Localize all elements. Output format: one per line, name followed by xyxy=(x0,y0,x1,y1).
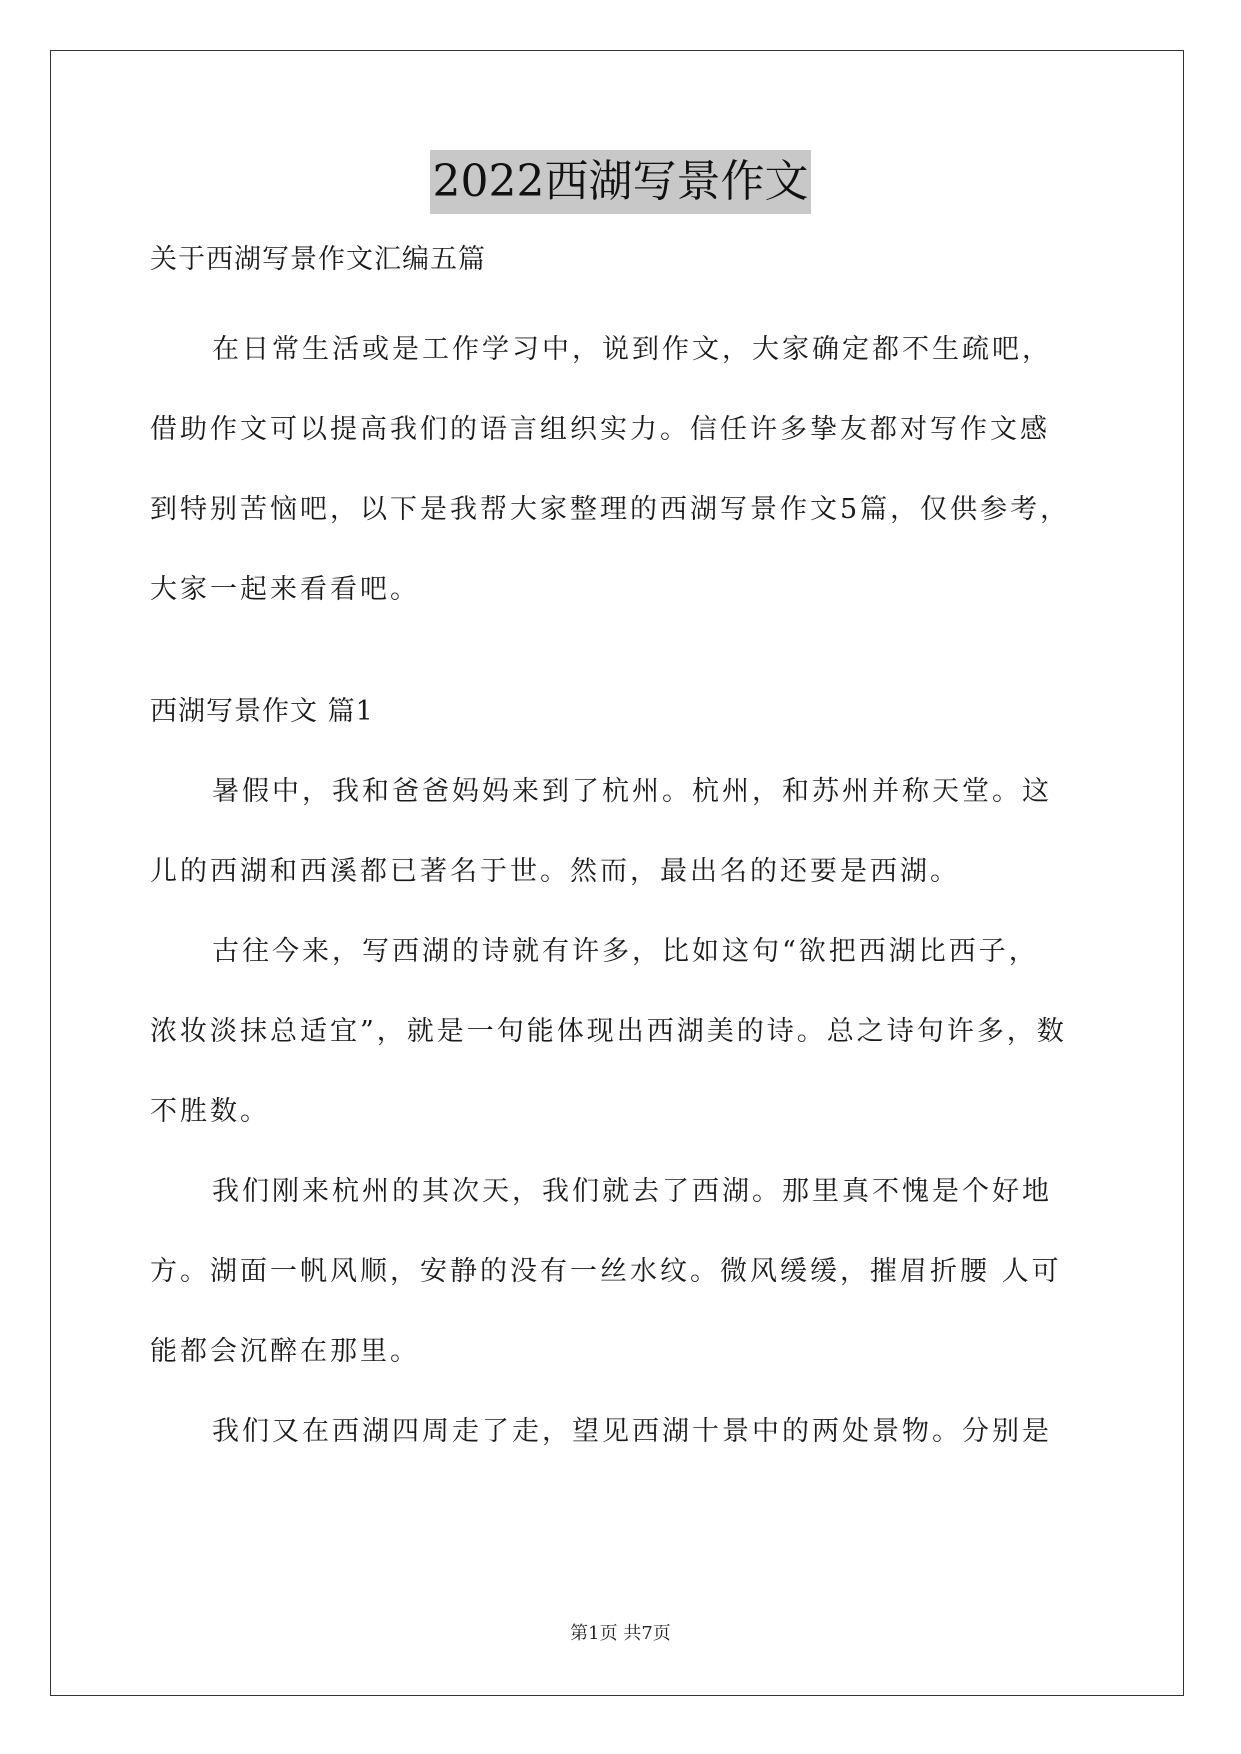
paragraph-line: 暑假中，我和爸爸妈妈来到了杭州。杭州，和苏州并称天堂。这 xyxy=(212,776,1052,807)
paragraph-line: 浓妆淡抹总适宜”，就是一句能体现出西湖美的诗。总之诗句许多，数 xyxy=(150,1016,1067,1047)
paragraph-line: 方。湖面一帆风顺，安静的没有一丝水纹。微风缓缓，摧眉折腰 人可 xyxy=(150,1256,1062,1287)
document-title xyxy=(0,150,1241,214)
section-paragraph-1 xyxy=(150,752,1090,912)
paragraph-line: 我们又在西湖四周走了走，望见西湖十景中的两处景物。分别是 xyxy=(212,1416,1052,1447)
document-body xyxy=(150,230,1090,1472)
section-paragraph-2 xyxy=(150,912,1090,1152)
paragraph-line: 借助作文可以提高我们的语言组织实力。信任许多挚友都对写作文感 xyxy=(150,414,1050,445)
paragraph-line: 到特别苦恼吧，以下是我帮大家整理的西湖写景作文5篇，仅供参考， xyxy=(150,494,1071,525)
paragraph-line: 不胜数。 xyxy=(150,1096,270,1127)
document-title-text: 2022西湖写景作文 xyxy=(430,150,812,214)
document-subtitle: 关于西湖写景作文汇编五篇 xyxy=(150,244,486,275)
paragraph-line: 古往今来，写西湖的诗就有许多，比如这句“欲把西湖比西子， xyxy=(212,936,1039,967)
page-footer: 第1页 共7页 xyxy=(570,1623,671,1644)
paragraph-line: 儿的西湖和西溪都已著名于世。然而，最出名的还要是西湖。 xyxy=(150,856,960,887)
intro-paragraph xyxy=(150,310,1090,630)
paragraph-line: 能都会沉醉在那里。 xyxy=(150,1336,420,1367)
section-heading: 西湖写景作文 篇1 xyxy=(150,696,374,727)
section-paragraph-4 xyxy=(150,1392,1090,1472)
paragraph-line: 大家一起来看看吧。 xyxy=(150,574,420,605)
paragraph-line: 在日常生活或是工作学习中，说到作文，大家确定都不生疏吧， xyxy=(212,334,1052,365)
section-paragraph-3 xyxy=(150,1152,1090,1392)
paragraph-line: 我们刚来杭州的其次天，我们就去了西湖。那里真不愧是个好地 xyxy=(212,1176,1052,1207)
